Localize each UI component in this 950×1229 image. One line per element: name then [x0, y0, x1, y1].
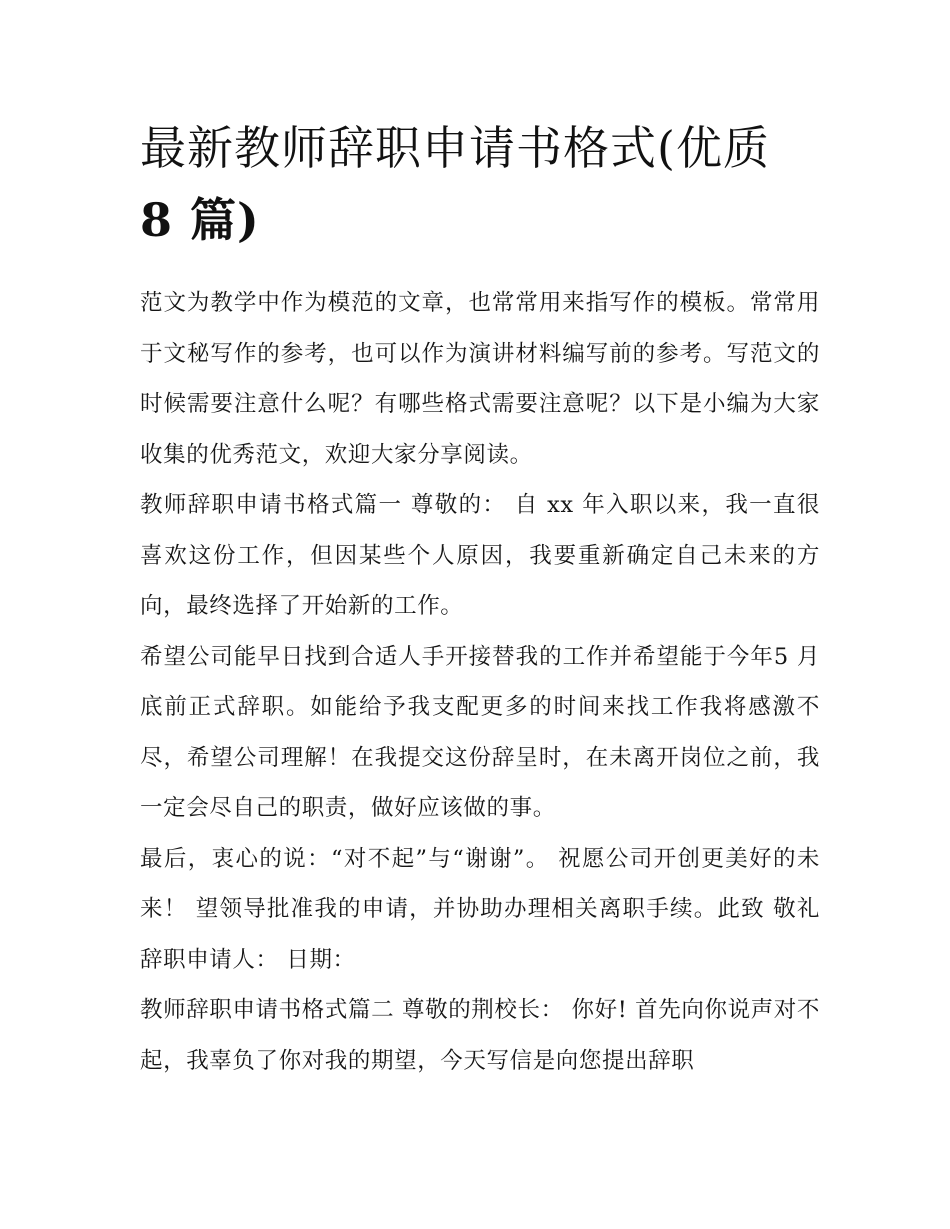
letter-one-body-paragraph: 希望公司能早日找到合适人手开接替我的工作并希望能于今年5 月底前正式辞职。如能给予我支配更多的时间来找工作我将感激不尽，希望公司理解！在我提交这份辞呈时，在未离开岗位之前，我一定会尽自己的职责，做好应该做的事。: [140, 643, 820, 821]
letter-one-closing-paragraph: 最后，衷心的说：“对不起”与“谢谢”。 祝愿公司开创更美好的未来！ 望领导批准我的申请，并协助办理相关离职手续。此致 敬礼 辞职申请人： 日期：: [140, 845, 820, 973]
document-page: [140, 112, 820, 1086]
letter-two-opening-paragraph: 教师辞职申请书格式篇二 尊敬的荆校长： 你好! 首先向你说声对不起，我辜负了你对我的期望，今天写信是向您提出辞职: [140, 997, 820, 1074]
title-line-1: 最新教师辞职申请书格式(优质: [140, 121, 770, 175]
document-title: [140, 112, 820, 256]
title-line-2: 8 篇): [140, 193, 260, 247]
letter-one-opening-paragraph: 教师辞职申请书格式篇一 尊敬的： 自 xx 年入职以来，我一直很喜欢这份工作，但因某些个人原因，我要重新确定自己未来的方向，最终选择了开始新的工作。: [140, 492, 820, 619]
intro-paragraph: 范文为教学中作为模范的文章，也常常用来指写作的模板。常常用于文秘写作的参考，也可以作为演讲材料编写前的参考。写范文的时候需要注意什么呢？有哪些格式需要注意呢？以下是小编为大家收集的优秀范文，欢迎大家分享阅读。: [140, 290, 820, 468]
